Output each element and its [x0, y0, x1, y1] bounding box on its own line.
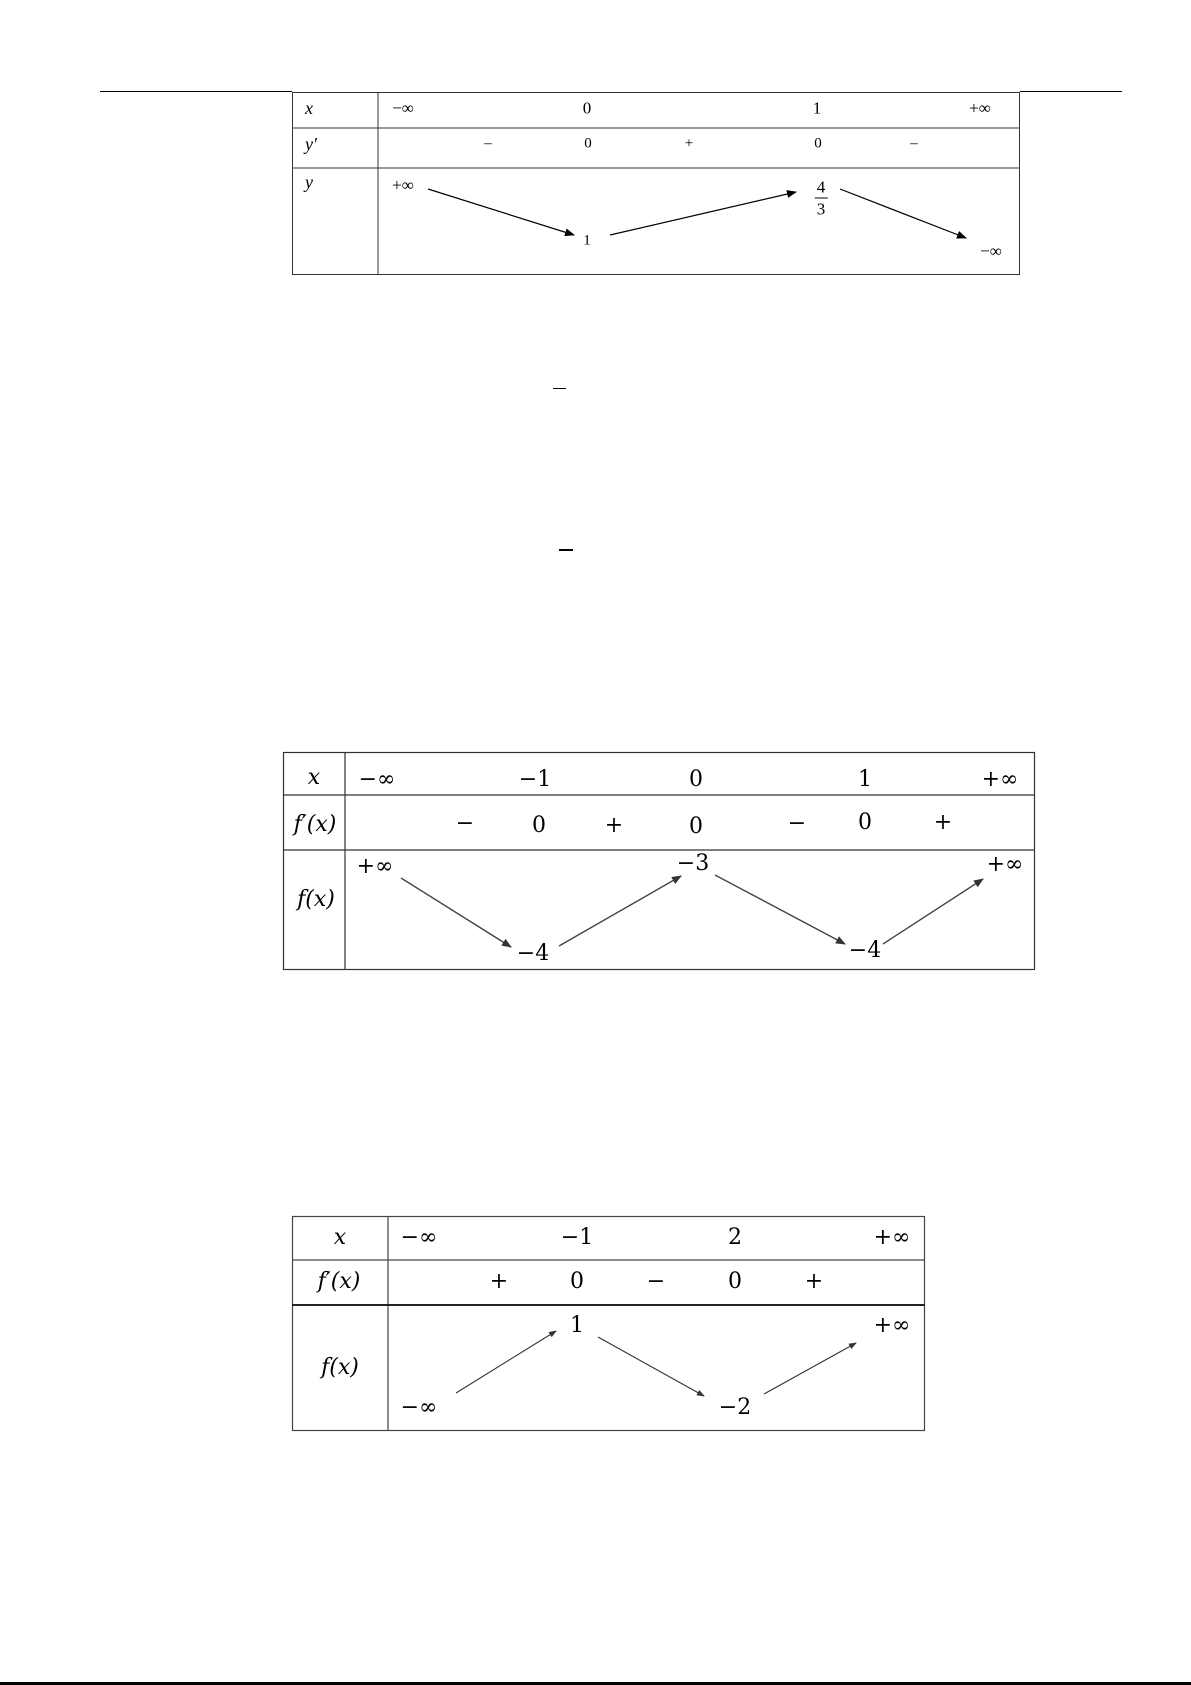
derivative-sign: + — [933, 810, 953, 835]
arrow-decrease-2 — [840, 189, 966, 238]
derivative-sign: + — [489, 1269, 509, 1294]
derivative-sign: + — [604, 813, 624, 838]
x-value: −∞ — [392, 98, 414, 118]
derivative-sign: − — [787, 811, 807, 836]
derivative-sign: 0 — [584, 135, 592, 152]
header-rule-right — [1020, 91, 1122, 92]
function-value: −3 — [676, 851, 710, 876]
arrow-increase-1 — [610, 192, 796, 235]
arrow-decrease-2 — [715, 875, 845, 944]
header-rule-left — [100, 91, 292, 92]
row-label-x: x — [305, 98, 313, 118]
arrow-increase-1 — [559, 876, 681, 946]
table-2-grid — [283, 752, 1035, 970]
x-value: −1 — [560, 1225, 594, 1250]
row-label-y: y — [305, 172, 313, 192]
function-value-start: +∞ — [392, 175, 414, 195]
variation-table-3 — [292, 1216, 925, 1431]
x-value: −1 — [518, 767, 552, 792]
variation-table-1 — [292, 92, 1020, 275]
row-label-x: x — [307, 765, 321, 790]
function-value: −2 — [718, 1395, 752, 1420]
function-value: +∞ — [986, 852, 1024, 877]
function-value-min: 1 — [583, 232, 591, 249]
x-value: +∞ — [873, 1225, 911, 1250]
table-3-grid — [292, 1216, 925, 1431]
derivative-sign: – — [910, 135, 918, 152]
fraction-denominator: 3 — [816, 199, 826, 219]
row-label-f: f(x) — [297, 887, 335, 912]
function-value: −4 — [516, 941, 550, 966]
stray-dash-mark — [559, 549, 573, 551]
x-value: +∞ — [969, 98, 991, 118]
arrow-increase-2 — [883, 879, 983, 944]
derivative-sign: − — [646, 1269, 666, 1294]
x-value: −∞ — [358, 767, 396, 792]
arrow-decrease-1 — [598, 1337, 704, 1396]
derivative-sign: 0 — [689, 814, 703, 839]
derivative-sign: 0 — [814, 135, 822, 152]
x-value: 2 — [728, 1225, 742, 1250]
derivative-sign: 0 — [532, 813, 546, 838]
function-value: +∞ — [356, 854, 394, 879]
fraction-numerator: 4 — [816, 177, 826, 197]
function-value: −∞ — [400, 1395, 438, 1420]
derivative-sign: + — [684, 135, 694, 152]
row-label-x: x — [333, 1225, 347, 1250]
function-value: −4 — [848, 938, 882, 963]
derivative-sign: 0 — [570, 1269, 584, 1294]
row-label-f: f(x) — [321, 1355, 359, 1380]
derivative-sign: 0 — [728, 1269, 742, 1294]
arrow-decrease-1 — [401, 878, 511, 947]
derivative-sign: − — [455, 811, 475, 836]
stray-dash-mark — [553, 388, 566, 389]
function-value: +∞ — [873, 1313, 911, 1338]
row-label-y-prime: y′ — [305, 134, 317, 154]
arrow-decrease-1 — [428, 189, 574, 235]
row-label-f-prime: f′(x) — [317, 1269, 361, 1294]
x-value: 1 — [858, 767, 872, 792]
derivative-sign: + — [804, 1269, 824, 1294]
arrow-increase-2 — [764, 1343, 856, 1394]
x-value: +∞ — [981, 767, 1019, 792]
derivative-sign: – — [484, 135, 492, 152]
arrow-increase-1 — [456, 1331, 556, 1393]
x-value: −∞ — [400, 1225, 438, 1250]
function-value-max — [815, 179, 828, 218]
x-value: 0 — [582, 98, 592, 118]
function-value-end: −∞ — [980, 241, 1002, 261]
function-value: 1 — [570, 1313, 584, 1338]
row-label-f-prime: f′(x) — [293, 812, 337, 837]
derivative-sign: 0 — [858, 810, 872, 835]
x-value: 0 — [689, 767, 703, 792]
variation-table-2 — [283, 752, 1035, 970]
x-value: 1 — [812, 98, 822, 118]
